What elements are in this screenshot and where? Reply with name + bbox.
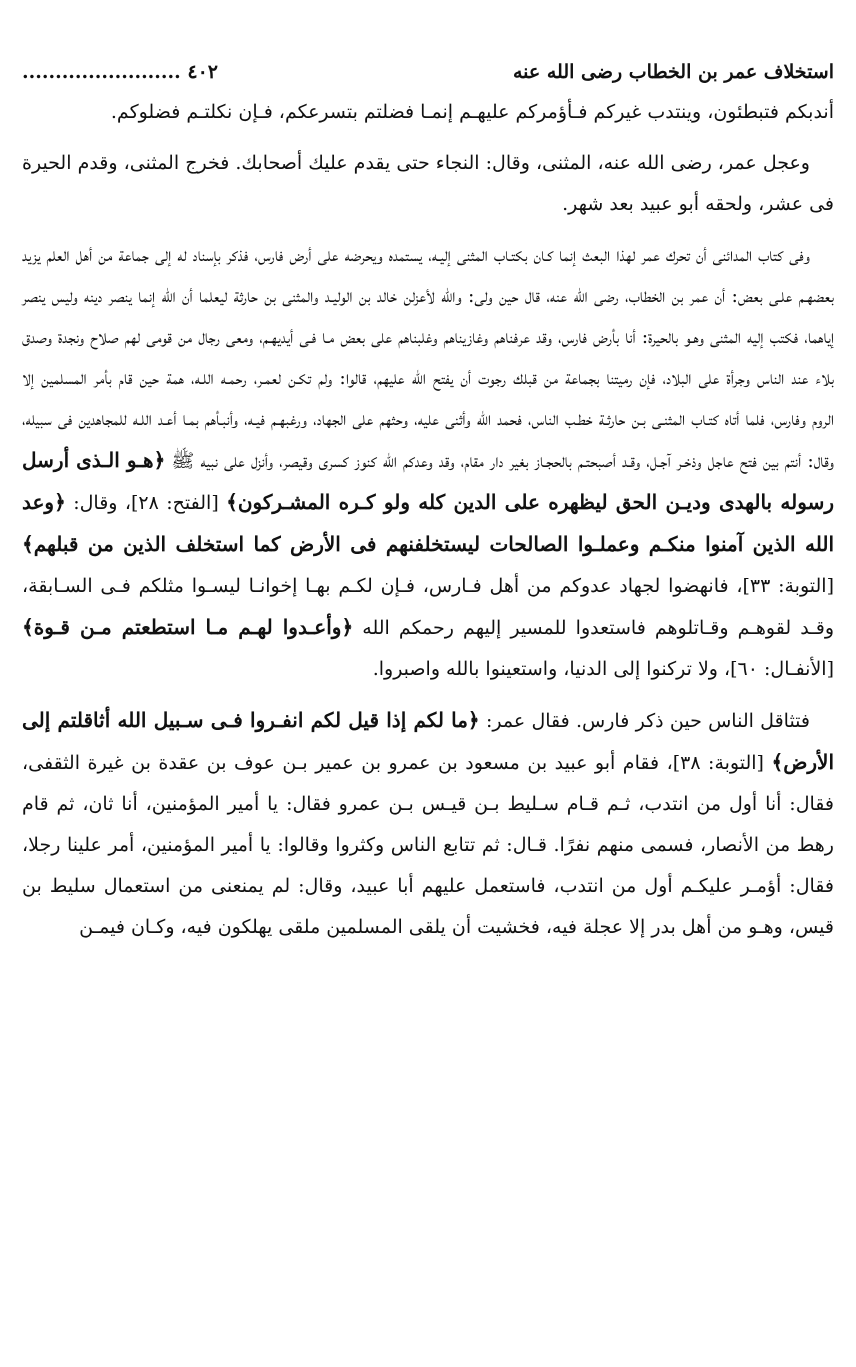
quran-verse: ﴿ما لكم إذا قيل لكم انفـروا فـى سـبيل الله أثاقلتم إلى الأرض﴾ xyxy=(22,708,835,774)
text-segment: [التوبة: ٣٨]، فقام أبو عبيد بن مسعود بن عمرو بن عمير بـن عوف بن عقدة بن غيرة الثقفى، فقال: أنا أول من انتدب، ثـم قـام سـليط بـن قيـس بـن عمرو فقال: يا أمير المؤمنين، أنا ثان، ثم قام رهط من الأنصار، فسمى منهم نفرًا. قـال: ثم تتابع الناس وكثروا وقالوا: يا أمير المؤمنين، أمر علينا رجلا، فقال: أؤمـر عليكـم أول من انتدب، فاستعمل عليهم أبا عبيد، وقال: لم يمنعنى من استعمال سليط بن قيس، وهـو من أهل بدر إلا عجلة فيه، فخشيت أن يلقى المسلمين ملقى يهلكون فيه، وكـان فيمـن xyxy=(22,752,834,938)
text-segment: فتثاقل الناس حين ذكر فارس. فقال عمر: xyxy=(479,710,810,732)
paragraph-3 xyxy=(22,235,834,690)
page-number: ٤٠٢ ........................ xyxy=(22,61,218,83)
text-segment: [الفتح: ٢٨]، وقال: xyxy=(65,492,227,514)
text-segment: أندبكم فتبطئون، وينتدب غيركم فـأؤمركم عليهـم إنمـا فضلتم بتسرعكم، فـإن نكلتـم فضلوكم. xyxy=(110,101,834,123)
quran-verse: ﴿وأعـدوا لهـم مـا استطعتم مـن قـوة﴾ xyxy=(22,615,354,639)
text-segment: [التوبة: ٣٣]، فانهضوا لجهاد عدوكم من أهل فـارس، فـإن لكـم بهـا إخوانـا ليسـوا مثلكم فـى السـابقة، وقـد لقوهـم وقـاتلوهم فاستعدوا للمسير إليهم رحمكم الله xyxy=(22,575,835,639)
book-page xyxy=(22,52,834,948)
quran-verse: ﴿هـو الـذى أرسل رسوله بالهدى وديـن الحق ليظهره على الدين كله ولو كـره المشـركون﴾ xyxy=(22,448,834,514)
running-header xyxy=(22,52,834,92)
quran-verse: ﴿وعد الله الذين آمنوا منكـم وعملـوا الصالحات ليستخلفنهم فى الأرض كما استخلف الذين من قبلهم﴾ xyxy=(22,490,834,556)
text-segment: وفى كتاب المدائنى أن تحرك عمر لهذا البعث إنما كـان بكتـاب المثنى إليـه، يستمده ويحرضه على أرض فارس، فذكر بإسناد له إلى جماعة من أهل العلم يزيد بعضهـم علـى بعض: أن عمر بن الخطاب، رضى الله عنه، قال حين ولى: والله لأعزلن خالد بن الوليـد والمثنى بن حارثة ليعلما أن الله إنما ينصر دينه وليس ينصر إياهما، فكتب إليه المثنى وهـو بالحيرة: أنا بأرض فارس، وقد عرفناهم وغازيناهم وغلبناهم على بعض مـا فـى أيديهـم، ومعى رجال من قومى لهم صلاح ونجدة وصدق بلاء عند الناس وجرأة على البلاد، فإن رميتنا بجماعة من قبلك رجوت أن يفتح الله عليهم، قالوا: ولم تكـن لعمـر، رحمـه اللـه، همة حين قام بأمر المسلمين إلا الروم وفارس، فلما أتاه كتـاب المثنـى بـن حارثـة خطـب الناس، فحمد الله وأثنى عليه، وحثهم على الجهاد، ورغبهـم فيـه، وأنبـأهم بمـا أعـد اللـه للمجاهدين فى سبيله، وقال: أنتم بين فتح عاجل وذخـر آجـل، وقـد أصبحتـم بالحجـاز بغير دار مقام، وقد وعدكم الله كنوز كسرى وقيصر، وأنزل على نبيه ﷺ xyxy=(22,244,834,472)
text-segment: [الأنفـال: ٦٠]، ولا تركنوا إلى الدنيا، واستعينوا بالله واصبروا. xyxy=(372,658,834,680)
paragraph-4 xyxy=(22,700,834,948)
text-segment: وعجل عمر، رضى الله عنه، المثنى، وقال: النجاء حتى يقدم عليك أصحابك. فخرج المثنى، وقدم الحيرة فى عشر، ولحقه أبو عبيد بعد شهر. xyxy=(22,152,834,215)
chapter-title: استخلاف عمر بن الخطاب رضى الله عنه xyxy=(512,61,834,83)
paragraph-1 xyxy=(22,92,834,133)
paragraph-2 xyxy=(22,143,834,225)
